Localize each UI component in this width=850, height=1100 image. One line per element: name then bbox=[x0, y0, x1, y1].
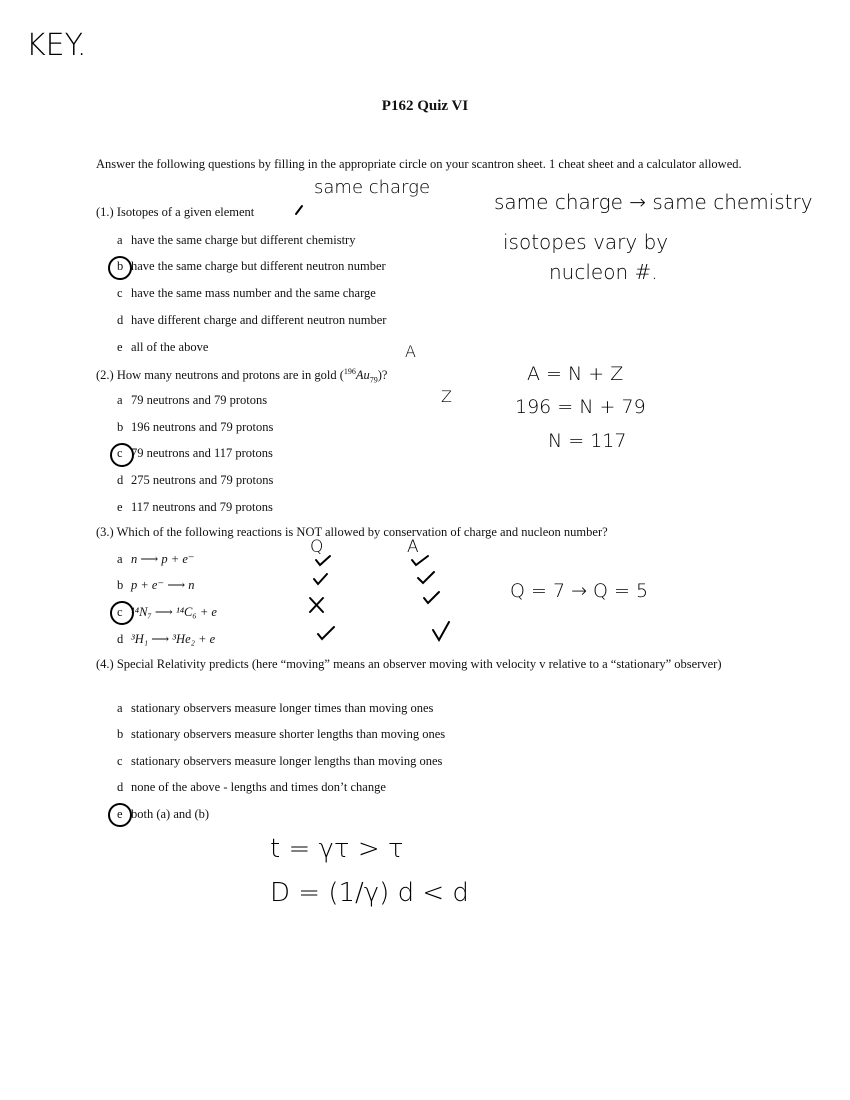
option-text: 196 neutrons and 79 protons bbox=[131, 420, 274, 434]
q2-prompt-end: )? bbox=[377, 368, 388, 383]
option-letter: c bbox=[117, 446, 123, 460]
handwritten-eq1: A = N + Z bbox=[527, 363, 624, 385]
q2-mass-number: 196 bbox=[343, 367, 356, 376]
option-letter: c bbox=[117, 605, 123, 619]
option-letter: d bbox=[117, 780, 124, 794]
option-letter: a bbox=[117, 393, 123, 407]
check-q3a-A bbox=[412, 556, 428, 565]
option-letter: d bbox=[117, 632, 124, 646]
option-letter: a bbox=[117, 552, 123, 566]
question-3: (3.) Which of the following reactions is NOT allowed by conservation of charge and nucleon number? bbox=[96, 525, 608, 539]
q2-atomic-number: 79 bbox=[369, 375, 378, 385]
option-text: none of the above - lengths and times don’t change bbox=[131, 780, 386, 794]
option-text: stationary observers measure longer lengths than moving ones bbox=[131, 754, 443, 768]
q2-element: Au bbox=[355, 368, 370, 383]
option-letter: e bbox=[117, 500, 123, 514]
option-letter: a bbox=[117, 233, 123, 247]
option-letter: b bbox=[117, 727, 124, 741]
option-letter: b bbox=[117, 578, 124, 592]
option-text: 79 neutrons and 117 protons bbox=[131, 446, 273, 460]
option-text: both (a) and (b) bbox=[131, 807, 210, 821]
check-q3a-Q bbox=[316, 556, 330, 565]
option-text: have the same charge but different chemistry bbox=[131, 233, 356, 247]
handwritten-note-line2: isotopes vary by bbox=[503, 230, 669, 254]
handwritten-col-A: A bbox=[407, 537, 419, 557]
option-text: all of the above bbox=[131, 340, 209, 354]
page-title: P162 Quiz VI bbox=[381, 98, 469, 114]
option-text: have the same mass number and the same charge bbox=[131, 286, 376, 300]
handwritten-eq2: 196 = N + 79 bbox=[515, 396, 646, 418]
handwritten-eq3: N = 117 bbox=[548, 430, 627, 452]
option-text: 79 neutrons and 79 protons bbox=[131, 393, 268, 407]
check-q3c-A bbox=[424, 592, 439, 603]
option-text: ³H₁ ⟶ ³He₂ + e bbox=[131, 632, 216, 646]
question-1: (1.) Isotopes of a given element bbox=[96, 205, 255, 219]
option-text: 117 neutrons and 79 protons bbox=[131, 500, 273, 514]
check-q3d-A bbox=[433, 622, 449, 640]
option-text: stationary observers measure shorter lengths than moving ones bbox=[131, 727, 446, 741]
option-letter: d bbox=[117, 473, 124, 487]
cross-q3c-Q bbox=[310, 598, 323, 612]
handwritten-same-charge: same charge bbox=[314, 177, 431, 198]
handwritten-charge-note: Q = 7 → Q = 5 bbox=[510, 580, 649, 602]
slash-mark bbox=[296, 206, 302, 214]
option-letter: c bbox=[117, 286, 123, 300]
option-text: stationary observers measure longer times than moving ones bbox=[131, 701, 434, 715]
handwritten-Z-label: Z bbox=[441, 387, 452, 406]
q2-prompt: (2.) How many neutrons and protons are in gold ( bbox=[96, 368, 344, 383]
option-text: p + e⁻ ⟶ n bbox=[131, 578, 195, 592]
handwritten-A-label: A bbox=[405, 342, 416, 361]
handwritten-note-line3: nucleon #. bbox=[549, 260, 658, 284]
instructions: Answer the following questions by filling in the appropriate circle on your scantron sheet. 1 cheat sheet and a calculator allowed. bbox=[96, 157, 742, 171]
option-letter: b bbox=[117, 259, 124, 273]
check-q3d-Q bbox=[318, 627, 334, 639]
option-letter: a bbox=[117, 701, 123, 715]
check-q3b-Q bbox=[314, 574, 327, 584]
handwritten-time-relation: t = γτ > τ bbox=[270, 834, 404, 864]
handwritten-length-relation: D = (1/γ) d < d bbox=[270, 878, 469, 908]
option-letter: b bbox=[117, 420, 124, 434]
option-letter: c bbox=[117, 754, 123, 768]
option-text: have the same charge but different neutron number bbox=[131, 259, 386, 273]
question-4: (4.) Special Relativity predicts (here “moving” means an observer moving with velocity v relative to a “stationary” observer) bbox=[96, 657, 722, 671]
option-letter: e bbox=[117, 340, 123, 354]
option-text: have different charge and different neutron number bbox=[131, 313, 387, 327]
option-letter: d bbox=[117, 313, 124, 327]
option-text: n ⟶ p + e⁻ bbox=[131, 552, 195, 566]
check-q3b-A bbox=[418, 572, 434, 583]
option-letter: e bbox=[117, 807, 123, 821]
handwritten-col-Q: Q bbox=[310, 537, 324, 557]
option-text: 275 neutrons and 79 protons bbox=[131, 473, 274, 487]
key-label: KEY. bbox=[26, 28, 87, 63]
option-text: ¹⁴N₇ ⟶ ¹⁴C₆ + e bbox=[131, 605, 217, 619]
handwritten-note-line1: same charge → same chemistry bbox=[494, 190, 813, 214]
